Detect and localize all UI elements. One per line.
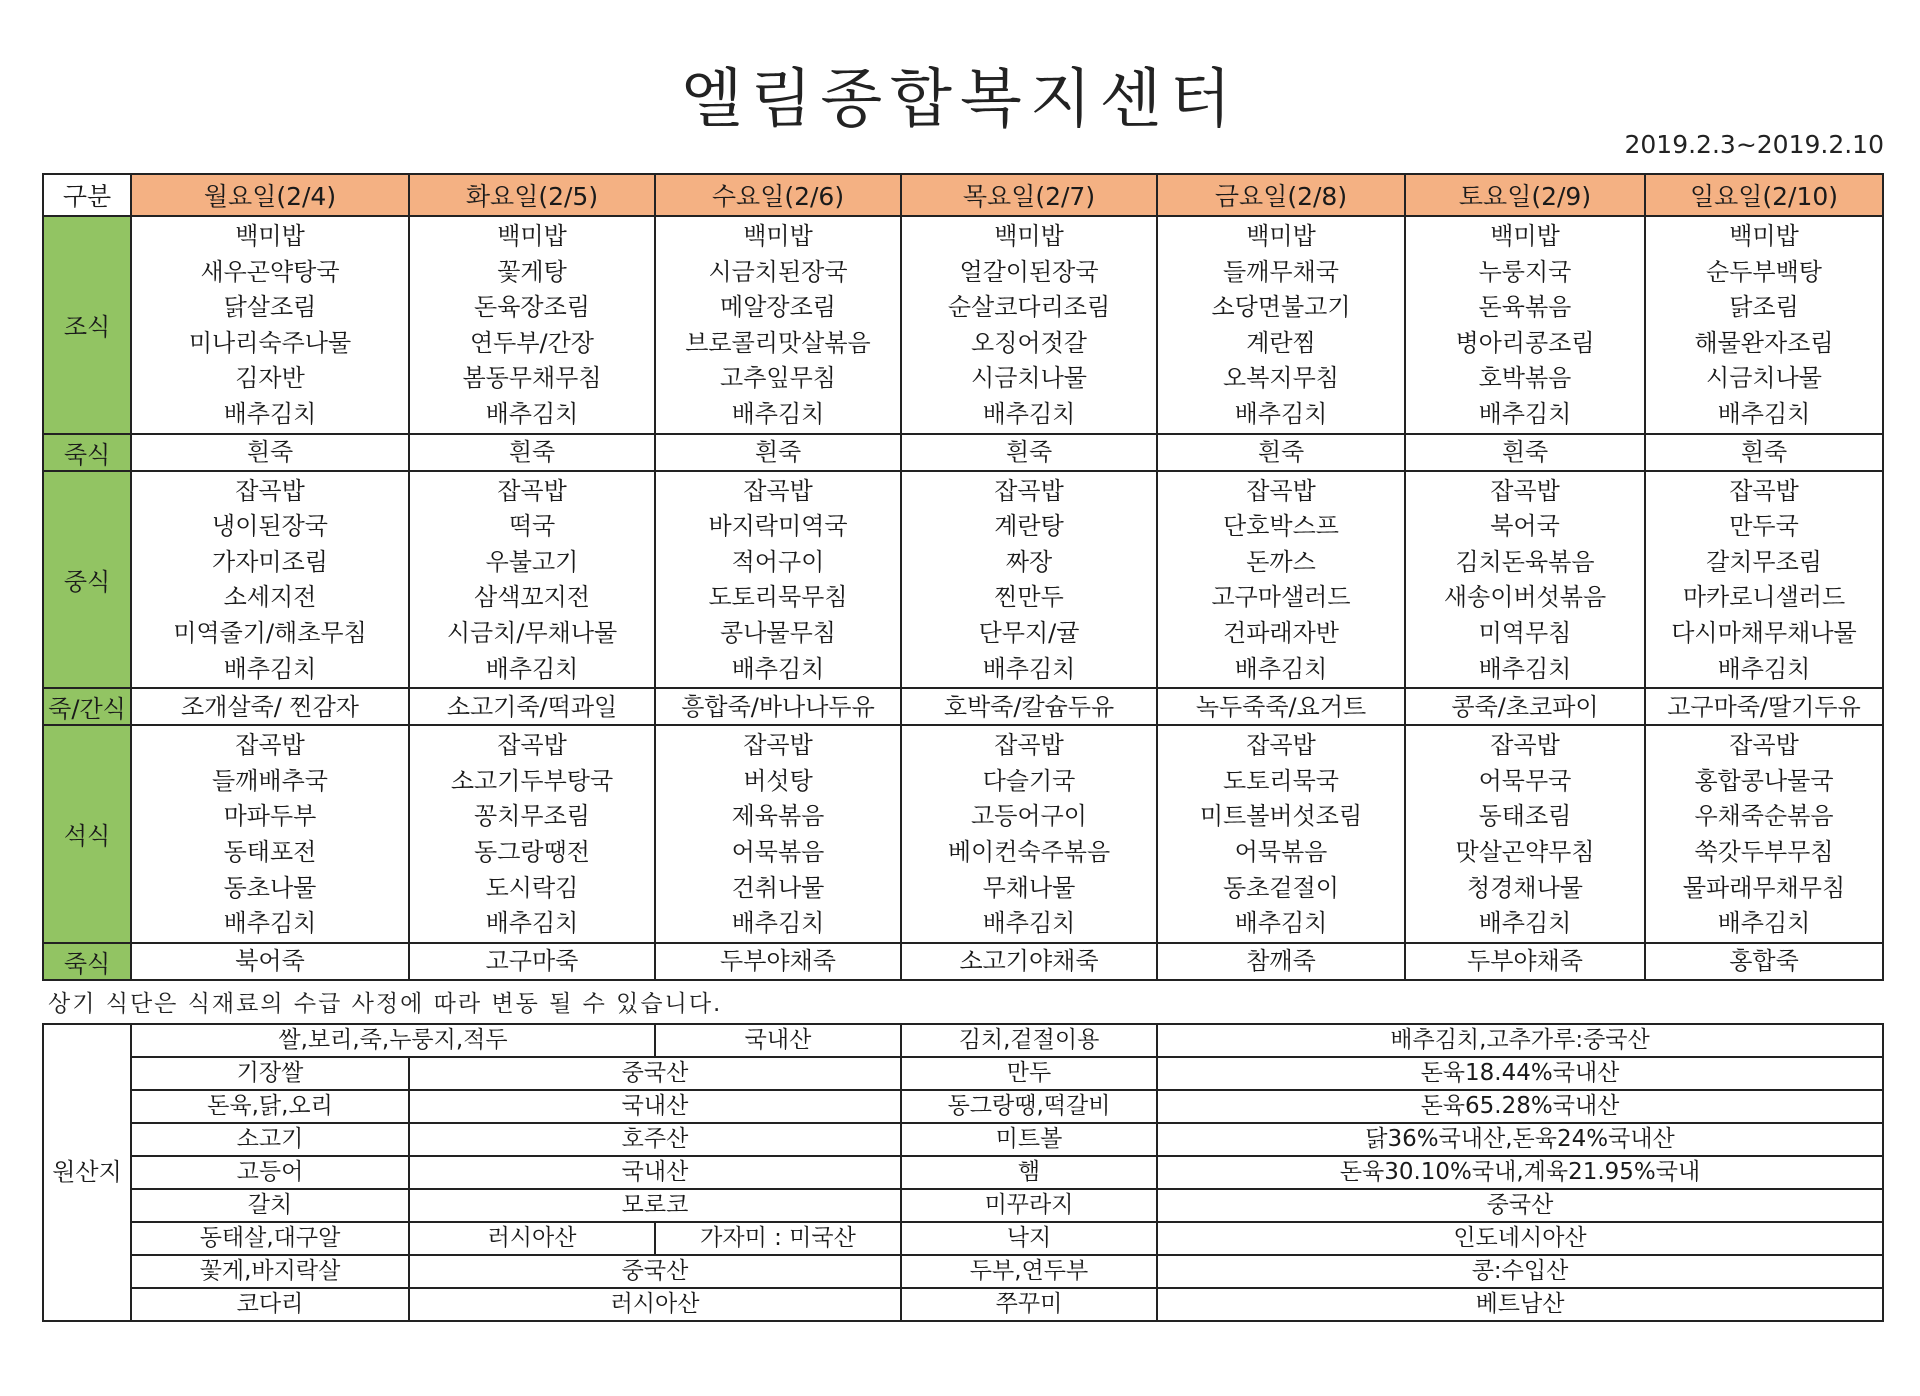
- day-header: 화요일(2/5): [409, 174, 655, 216]
- menu-item: 잡곡밥: [1729, 476, 1799, 505]
- origin-item-2: 햄: [901, 1156, 1157, 1189]
- origin-item: 꽃게,바지락살: [131, 1255, 409, 1288]
- menu-item: 고추잎무침: [720, 364, 836, 393]
- menu-item: 물파래무채무침: [1682, 873, 1846, 902]
- menu-item: 오복지무침: [1223, 364, 1339, 393]
- origin-extra: 가자미 : 미국산: [655, 1222, 901, 1255]
- menu-item: 미트볼버섯조림: [1199, 802, 1363, 831]
- menu-item: 고구마죽: [485, 947, 579, 976]
- menu-item: 배추김치: [982, 909, 1076, 938]
- menu-cell: [131, 725, 409, 943]
- menu-item: 배추김치: [1478, 909, 1572, 938]
- menu-item: 잡곡밥: [235, 476, 305, 505]
- menu-item: 배추김치: [731, 654, 825, 683]
- menu-item: 호박죽/칼슘두유: [943, 692, 1115, 721]
- menu-item: 흰죽: [1740, 438, 1788, 467]
- menu-item: 동태포전: [223, 837, 317, 866]
- menu-cell: [131, 216, 409, 434]
- menu-item: 순살코다리조림: [947, 293, 1111, 322]
- menu-item: 미나리숙주나물: [188, 328, 352, 357]
- menu-item: 잡곡밥: [1246, 476, 1316, 505]
- menu-item: 도토리묵국: [1223, 766, 1339, 795]
- menu-cell: [655, 943, 901, 980]
- menu-item: 미역무침: [1478, 618, 1572, 647]
- menu-cell: [1645, 688, 1883, 725]
- menu-item: 배추김치: [1717, 399, 1811, 428]
- menu-item: 홍합콩나물국: [1694, 766, 1834, 795]
- menu-item: 건취나물: [731, 873, 825, 902]
- origin-row: [43, 1255, 1883, 1288]
- origin-item: 돈육,닭,오리: [131, 1090, 409, 1123]
- menu-item: 계란찜: [1246, 328, 1316, 357]
- origin-item-2: 동그랑땡,떡갈비: [901, 1090, 1157, 1123]
- menu-item: 흥합죽/바나나두유: [681, 692, 875, 721]
- menu-item: 배추김치: [1478, 399, 1572, 428]
- menu-item: 연두부/간장: [469, 328, 594, 357]
- menu-cell: [901, 471, 1157, 689]
- origin-row: [43, 1189, 1883, 1222]
- menu-item: 누룽지국: [1478, 257, 1572, 286]
- origin-country: 러시아산: [409, 1288, 901, 1321]
- origin-row: [43, 1090, 1883, 1123]
- day-header: 수요일(2/6): [655, 174, 901, 216]
- menu-item: 마카로니샐러드: [1682, 583, 1846, 612]
- menu-item: 배추김치: [982, 654, 1076, 683]
- menu-item: 배추김치: [1234, 654, 1328, 683]
- menu-item: 배추김치: [1234, 399, 1328, 428]
- menu-item: 동초겉절이: [1223, 873, 1339, 902]
- menu-item: 흰죽: [1005, 438, 1053, 467]
- meal-label: 죽식: [43, 434, 131, 471]
- menu-item: 제육볶음: [731, 802, 825, 831]
- menu-cell: [131, 434, 409, 471]
- menu-cell: [1645, 725, 1883, 943]
- day-header: 목요일(2/7): [901, 174, 1157, 216]
- menu-item: 흰죽: [508, 438, 556, 467]
- menu-item: 소당면불고기: [1211, 293, 1351, 322]
- menu-item: 돈까스: [1246, 547, 1316, 576]
- menu-item: 순두부백탕: [1706, 257, 1822, 286]
- menu-item: 브로콜리맛살볶음: [685, 328, 871, 357]
- menu-item: 고구마샐러드: [1211, 583, 1351, 612]
- meal-label: 조식: [43, 216, 131, 434]
- menu-body: [43, 216, 1883, 980]
- menu-cell: [1157, 471, 1405, 689]
- meal-row: [43, 471, 1883, 689]
- menu-item: 백미밥: [235, 222, 305, 250]
- menu-item: 단호박스프: [1223, 512, 1339, 541]
- menu-item: 맛살곤약무침: [1455, 837, 1595, 866]
- menu-item: 백미밥: [1729, 222, 1799, 250]
- menu-item: 김치돈육볶음: [1455, 547, 1595, 576]
- origin-item-2: 김치,겉절이용: [901, 1024, 1157, 1057]
- menu-item: 배추김치: [485, 399, 579, 428]
- menu-item: 단무지/귤: [978, 618, 1080, 647]
- page-title: 엘림종합복지센터: [680, 63, 1240, 137]
- menu-item: 잡곡밥: [1729, 731, 1799, 760]
- meal-label: 죽/간식: [43, 688, 131, 725]
- menu-cell: [1405, 943, 1645, 980]
- menu-item: 적어구이: [731, 547, 825, 576]
- menu-item: 콩죽/초코파이: [1451, 692, 1599, 721]
- menu-item: 배추김치: [223, 909, 317, 938]
- menu-item: 만두국: [1729, 512, 1799, 541]
- menu-cell: [131, 943, 409, 980]
- origin-item-2: 만두: [901, 1057, 1157, 1090]
- menu-cell: [1157, 943, 1405, 980]
- menu-item: 고등어구이: [971, 802, 1087, 831]
- menu-item: 다슬기국: [982, 766, 1076, 795]
- menu-cell: [901, 725, 1157, 943]
- origin-country-2: 닭36%국내산,돈육24%국내산: [1157, 1123, 1883, 1156]
- menu-item: 갈치무조림: [1706, 547, 1822, 576]
- menu-cell: [655, 434, 901, 471]
- menu-item: 무채나물: [982, 873, 1076, 902]
- menu-item: 잡곡밥: [994, 476, 1064, 505]
- menu-item: 백미밥: [1246, 222, 1316, 250]
- menu-item: 배추김치: [1717, 654, 1811, 683]
- menu-item: 김자반: [235, 364, 305, 393]
- menu-item: 백미밥: [994, 222, 1064, 250]
- menu-item: 떡국: [508, 512, 556, 541]
- origin-item: 소고기: [131, 1123, 409, 1156]
- origin-country-2: 베트남산: [1157, 1288, 1883, 1321]
- menu-item: 배추김치: [485, 909, 579, 938]
- origin-row: [43, 1288, 1883, 1321]
- menu-item: 배추김치: [485, 654, 579, 683]
- menu-item: 삼색꼬지전: [474, 583, 590, 612]
- origin-country: 중국산: [409, 1255, 901, 1288]
- menu-item: 마파두부: [223, 802, 317, 831]
- menu-cell: [1405, 688, 1645, 725]
- origin-item-2: 낙지: [901, 1222, 1157, 1255]
- menu-item: 잡곡밥: [497, 476, 567, 505]
- menu-cell: [1405, 471, 1645, 689]
- menu-item: 흰죽: [1501, 438, 1549, 467]
- menu-item: 청경채나물: [1467, 873, 1583, 902]
- menu-item: 어묵볶음: [1234, 837, 1328, 866]
- menu-item: 배추김치: [982, 399, 1076, 428]
- menu-item: 배추김치: [1478, 654, 1572, 683]
- menu-item: 동초나물: [223, 873, 317, 902]
- menu-item: 잡곡밥: [1490, 476, 1560, 505]
- origin-country: 중국산: [409, 1057, 901, 1090]
- menu-item: 닭살조림: [223, 293, 317, 322]
- menu-item: 배추김치: [1234, 909, 1328, 938]
- menu-item: 동그랑땡전: [474, 837, 590, 866]
- menu-header-row: [43, 174, 1883, 216]
- menu-item: 백미밥: [1490, 222, 1560, 250]
- menu-item: 얼갈이된장국: [959, 257, 1099, 286]
- origin-item-2: 미꾸라지: [901, 1189, 1157, 1222]
- origin-country-2: 돈육30.10%국내,계육21.95%국내: [1157, 1156, 1883, 1189]
- origin-item-2: 쭈꾸미: [901, 1288, 1157, 1321]
- menu-item: 미역줄기/해초무침: [173, 618, 367, 647]
- menu-item: 해물완자조림: [1694, 328, 1834, 357]
- menu-item: 백미밥: [743, 222, 813, 250]
- origin-country-2: 인도네시아산: [1157, 1222, 1883, 1255]
- origin-country: 국내산: [655, 1024, 901, 1057]
- origin-item-2: 두부,연두부: [901, 1255, 1157, 1288]
- menu-item: 도시락김: [485, 873, 579, 902]
- menu-item: 북어죽: [235, 947, 305, 976]
- menu-cell: [1157, 725, 1405, 943]
- origin-row: [43, 1024, 1883, 1057]
- menu-cell: [1157, 688, 1405, 725]
- menu-cell: [655, 725, 901, 943]
- origin-country: 국내산: [409, 1156, 901, 1189]
- menu-item: 새우곤약탕국: [200, 257, 340, 286]
- menu-item: 두부야채죽: [1467, 947, 1583, 976]
- menu-item: 시금치된장국: [708, 257, 848, 286]
- menu-item: 잡곡밥: [497, 731, 567, 760]
- menu-item: 배추김치: [731, 909, 825, 938]
- menu-cell: [1645, 216, 1883, 434]
- day-header: 월요일(2/4): [131, 174, 409, 216]
- origin-country: 모로코: [409, 1189, 901, 1222]
- menu-item: 건파래자반: [1223, 618, 1339, 647]
- origin-item: 기장쌀: [131, 1057, 409, 1090]
- origin-row: [43, 1156, 1883, 1189]
- menu-item: 소고기두부탕국: [450, 766, 614, 795]
- menu-item: 계란탕: [994, 512, 1064, 541]
- origin-country: 호주산: [409, 1123, 901, 1156]
- menu-cell: [1405, 434, 1645, 471]
- origin-body: [43, 1024, 1883, 1321]
- menu-cell: [1405, 216, 1645, 434]
- menu-cell: [655, 471, 901, 689]
- origin-row: [43, 1222, 1883, 1255]
- menu-item: 참깨죽: [1246, 947, 1316, 976]
- meal-label: 석식: [43, 725, 131, 943]
- meal-row: [43, 943, 1883, 980]
- meal-row: [43, 688, 1883, 725]
- menu-cell: [901, 434, 1157, 471]
- menu-item: 쑥갓두부무침: [1694, 837, 1834, 866]
- menu-item: 시금치나물: [1706, 364, 1822, 393]
- meal-label: 중식: [43, 471, 131, 689]
- menu-item: 잡곡밥: [994, 731, 1064, 760]
- menu-cell: [409, 216, 655, 434]
- origin-table: [42, 1023, 1884, 1322]
- menu-cell: [409, 943, 655, 980]
- meal-label: 죽식: [43, 943, 131, 980]
- menu-item: 돈육장조림: [474, 293, 590, 322]
- menu-cell: [131, 688, 409, 725]
- menu-item: 소고기죽/떡과일: [446, 692, 618, 721]
- menu-item: 흰죽: [754, 438, 802, 467]
- origin-item: 고등어: [131, 1156, 409, 1189]
- menu-item: 꽁치무조림: [474, 802, 590, 831]
- meal-row: [43, 216, 1883, 434]
- menu-item: 메알장조림: [720, 293, 836, 322]
- menu-cell: [901, 216, 1157, 434]
- menu-cell: [901, 688, 1157, 725]
- day-header: 토요일(2/9): [1405, 174, 1645, 216]
- menu-item: 도토리묵무침: [708, 583, 848, 612]
- meal-row: [43, 434, 1883, 471]
- origin-item: 코다리: [131, 1288, 409, 1321]
- origin-item: 동태살,대구알: [131, 1222, 409, 1255]
- menu-item: 닭조림: [1729, 293, 1799, 322]
- menu-item: 잡곡밥: [1246, 731, 1316, 760]
- menu-item: 배추김치: [1717, 909, 1811, 938]
- menu-item: 들깨배추국: [212, 766, 328, 795]
- day-header: 금요일(2/8): [1157, 174, 1405, 216]
- menu-item: 어묵볶음: [731, 837, 825, 866]
- menu-item: 호박볶음: [1478, 364, 1572, 393]
- menu-item: 우채죽순볶음: [1694, 802, 1834, 831]
- menu-item: 시금치나물: [971, 364, 1087, 393]
- origin-country-2: 배추김치,고추가루:중국산: [1157, 1024, 1883, 1057]
- menu-item: 냉이된장국: [212, 512, 328, 541]
- menu-period: 2019.2.3~2019.2.10: [1624, 130, 1884, 159]
- menu-item: 흰죽: [246, 438, 294, 467]
- origin-country-2: 콩:수입산: [1157, 1255, 1883, 1288]
- menu-item: 두부야채죽: [720, 947, 836, 976]
- menu-item: 잡곡밥: [235, 731, 305, 760]
- menu-cell: [655, 688, 901, 725]
- menu-item: 잡곡밥: [1490, 731, 1560, 760]
- menu-item: 우불고기: [485, 547, 579, 576]
- menu-item: 돈육볶음: [1478, 293, 1572, 322]
- menu-item: 꽃게탕: [497, 257, 567, 286]
- menu-cell: [1645, 471, 1883, 689]
- menu-item: 녹두죽죽/요거트: [1195, 692, 1367, 721]
- menu-item: 백미밥: [497, 222, 567, 250]
- menu-item: 시금치/무채나물: [446, 618, 618, 647]
- weekly-menu-table: [42, 173, 1884, 981]
- menu-item: 바지락미역국: [708, 512, 848, 541]
- menu-cell: [1157, 216, 1405, 434]
- menu-item: 조개살죽/ 찐감자: [180, 692, 359, 721]
- menu-cell: [131, 471, 409, 689]
- origin-item: 갈치: [131, 1189, 409, 1222]
- corner-label: 구분: [43, 174, 131, 216]
- menu-cell: [409, 688, 655, 725]
- menu-item: 흰죽: [1257, 438, 1305, 467]
- menu-item: 봄동무채무침: [462, 364, 602, 393]
- meal-row: [43, 725, 1883, 943]
- origin-row: [43, 1057, 1883, 1090]
- menu-cell: [409, 725, 655, 943]
- menu-item: 버섯탕: [743, 766, 813, 795]
- menu-item: 어묵무국: [1478, 766, 1572, 795]
- menu-item: 오징어젓갈: [971, 328, 1087, 357]
- menu-item: 고구마죽/딸기두유: [1667, 692, 1861, 721]
- origin-country-2: 돈육18.44%국내산: [1157, 1057, 1883, 1090]
- menu-item: 동태조림: [1478, 802, 1572, 831]
- origin-item: 쌀,보리,죽,누룽지,적두: [131, 1024, 655, 1057]
- menu-item: 콩나물무침: [720, 618, 836, 647]
- menu-item: 들깨무채국: [1223, 257, 1339, 286]
- menu-cell: [1645, 434, 1883, 471]
- menu-item: 배추김치: [223, 399, 317, 428]
- menu-item: 짜장: [1005, 547, 1053, 576]
- menu-item: 잡곡밥: [743, 476, 813, 505]
- menu-item: 소세지전: [223, 583, 317, 612]
- menu-item: 베이컨숙주볶음: [947, 837, 1111, 866]
- origin-country: 국내산: [409, 1090, 901, 1123]
- origin-row: [43, 1123, 1883, 1156]
- menu-cell: [901, 943, 1157, 980]
- menu-item: 홍합죽: [1729, 947, 1799, 976]
- menu-item: 잡곡밥: [743, 731, 813, 760]
- menu-item: 새송이버섯볶음: [1443, 583, 1607, 612]
- menu-cell: [409, 471, 655, 689]
- menu-cell: [409, 434, 655, 471]
- menu-item: 찐만두: [994, 583, 1064, 612]
- menu-cell: [1405, 725, 1645, 943]
- menu-item: 소고기야채죽: [959, 947, 1099, 976]
- menu-item: 북어국: [1490, 512, 1560, 541]
- menu-cell: [655, 216, 901, 434]
- origin-country-2: 돈육65.28%국내산: [1157, 1090, 1883, 1123]
- menu-notice: 상기 식단은 식재료의 수급 사정에 따라 변동 될 수 있습니다.: [48, 991, 723, 1017]
- menu-cell: [1645, 943, 1883, 980]
- origin-country: 러시아산: [409, 1222, 655, 1255]
- origin-country-2: 중국산: [1157, 1189, 1883, 1222]
- menu-cell: [1157, 434, 1405, 471]
- menu-item: 병아리콩조림: [1455, 328, 1595, 357]
- menu-item: 다시마채무채나물: [1671, 618, 1857, 647]
- menu-item: 배추김치: [223, 654, 317, 683]
- menu-item: 가자미조림: [212, 547, 328, 576]
- origin-label: 원산지: [43, 1024, 131, 1321]
- menu-item: 배추김치: [731, 399, 825, 428]
- day-header: 일요일(2/10): [1645, 174, 1883, 216]
- origin-item-2: 미트볼: [901, 1123, 1157, 1156]
